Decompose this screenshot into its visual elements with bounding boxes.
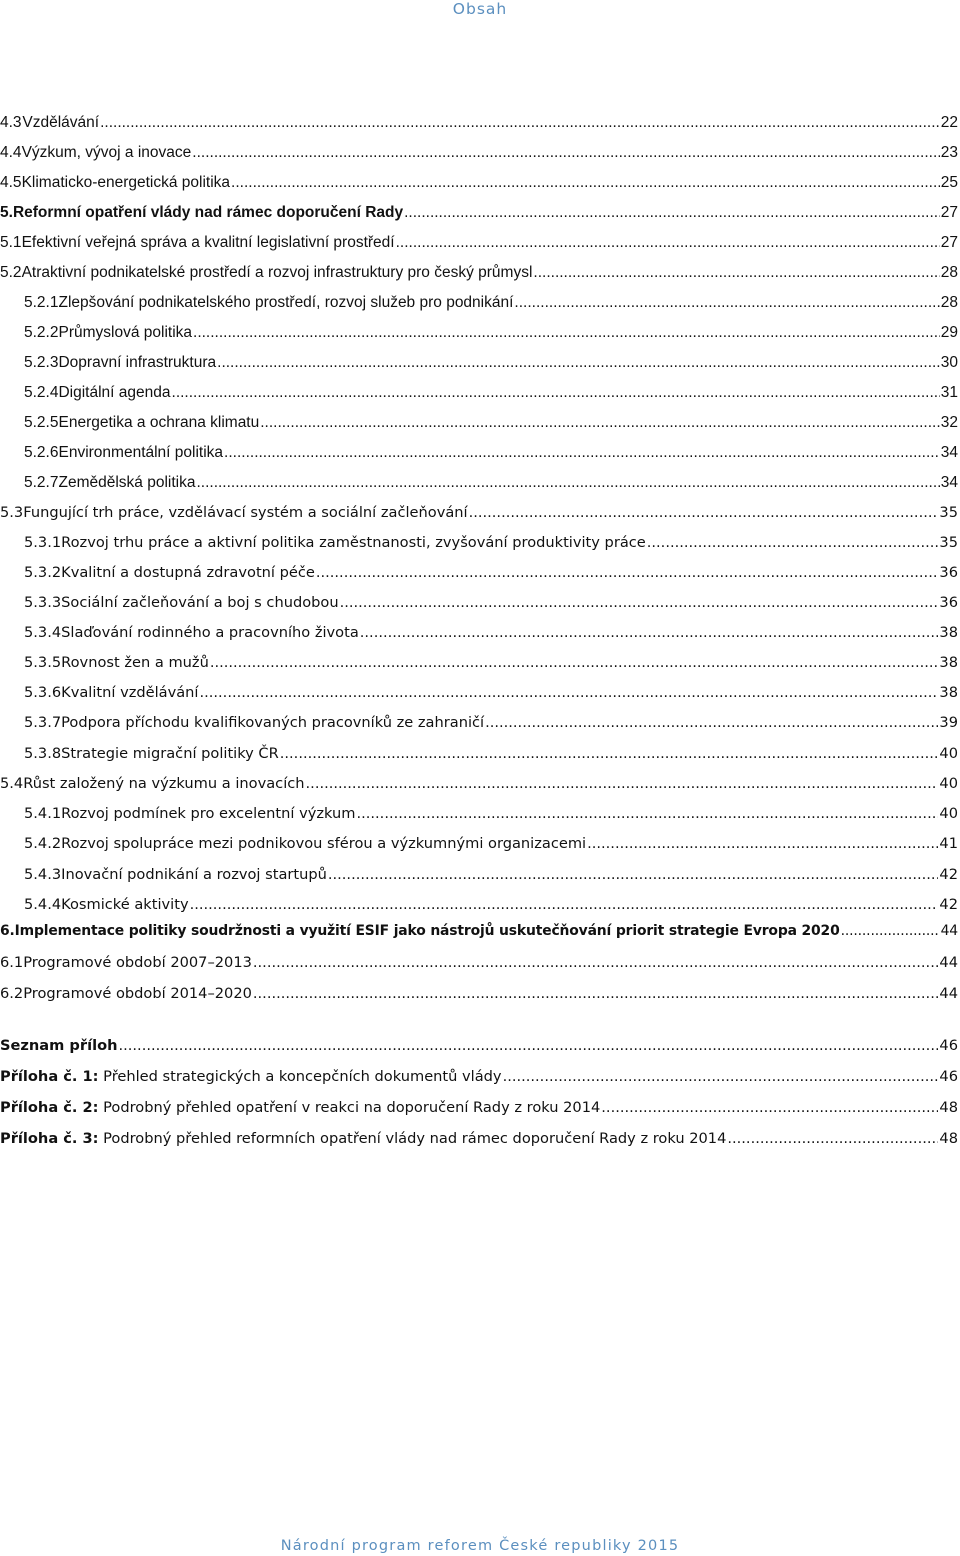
toc-label: Dopravní infrastruktura — [58, 354, 217, 371]
appendix-entry-1[interactable] — [0, 1067, 958, 1087]
toc-label: Fungující trh práce, vzdělávací systém a sociální začleňování — [23, 504, 468, 521]
toc-leader — [172, 383, 940, 403]
appendix-label: Podrobný přehled opatření v reakci na doporučení Rady z roku 2014 — [103, 1099, 601, 1116]
toc-label: Strategie migrační politiky ČR — [61, 745, 279, 762]
appendix-prefix: Příloha č. 3: — [0, 1130, 99, 1147]
toc-leader — [100, 113, 940, 133]
toc-entry-5-2-7[interactable] — [24, 473, 958, 493]
toc-leader — [841, 921, 940, 941]
toc-number: 5.2.5 — [24, 414, 59, 431]
toc-number: 5.2.1 — [24, 294, 59, 311]
toc-label: Vzdělávání — [22, 114, 100, 131]
toc-leader — [328, 865, 939, 885]
toc-entry-5-2-2[interactable] — [24, 323, 958, 343]
toc-page: 46 — [939, 1037, 958, 1054]
toc-label: Kvalitní vzdělávání — [61, 684, 199, 701]
toc-page: 34 — [940, 474, 958, 491]
toc-number: 5.2.3 — [24, 354, 59, 371]
toc-leader — [190, 895, 939, 915]
toc-entry-4-5[interactable] — [0, 173, 958, 193]
toc-page: 29 — [940, 324, 958, 341]
toc-label: Rozvoj spolupráce mezi podnikovou sférou a výzkumnými organizacemi — [61, 835, 587, 852]
appendix-prefix: Příloha č. 2: — [0, 1099, 99, 1116]
toc-page: 46 — [939, 1068, 958, 1085]
toc-page: 32 — [940, 414, 958, 431]
toc-leader — [280, 744, 939, 764]
toc-page: 44 — [939, 985, 958, 1002]
appendix-list-entry[interactable] — [0, 1036, 958, 1056]
toc-page: 31 — [940, 384, 958, 401]
toc-number: 5.2.7 — [24, 474, 59, 491]
toc-label: Efektivní veřejná správa a kvalitní legislativní prostředí — [21, 234, 395, 251]
toc-leader — [260, 413, 940, 433]
toc-number: 6.2 — [0, 985, 24, 1002]
toc-leader — [514, 293, 939, 313]
toc-page: 44 — [939, 954, 958, 971]
toc-label: Klimaticko-energetická politika — [21, 174, 231, 191]
toc-leader — [196, 473, 939, 493]
toc-entry-5-2-4[interactable] — [24, 383, 958, 403]
toc-label: Kosmické aktivity — [61, 896, 189, 913]
appendix-entry-2[interactable] — [0, 1098, 958, 1118]
toc-label: Implementace politiky soudržnosti a využití ESIF jako nástrojů uskutečňování priorit strategie Evropa 2020 — [14, 923, 840, 939]
toc-leader — [119, 1036, 939, 1056]
toc-leader — [360, 623, 939, 643]
toc-entry-5-3-7[interactable] — [24, 713, 958, 733]
toc-page: 25 — [940, 174, 958, 191]
toc-label: Atraktivní podnikatelské prostředí a rozvoj infrastruktury pro český průmysl — [21, 264, 533, 281]
toc-leader — [503, 1067, 939, 1087]
appendix-prefix: Příloha č. 1: — [0, 1068, 99, 1085]
toc-page: 36 — [939, 594, 958, 611]
toc-number: 5.2.2 — [24, 324, 59, 341]
toc-number: 5.3.1 — [24, 534, 62, 551]
toc-entry-5-2-5[interactable] — [24, 413, 958, 433]
toc-number: 5.2.4 — [24, 384, 59, 401]
toc-page: 27 — [940, 234, 958, 251]
toc-page: 28 — [940, 264, 958, 281]
toc-label: Sociální začleňování a boj s chudobou — [61, 594, 339, 611]
toc-page: 40 — [939, 775, 958, 792]
toc-entry-5-3-6[interactable] — [24, 683, 958, 703]
toc-page: 42 — [939, 866, 958, 883]
toc-page: 42 — [939, 896, 958, 913]
toc-entry-5-4[interactable] — [0, 774, 958, 794]
toc-entry-5-3-1[interactable] — [24, 533, 958, 553]
toc-number: 5.3.4 — [24, 624, 62, 641]
toc-entry-5-4-2[interactable] — [24, 834, 958, 854]
toc-page: 44 — [940, 923, 958, 939]
toc-entry-5[interactable] — [0, 203, 958, 223]
toc-leader — [647, 533, 939, 553]
toc-number: 6. — [0, 923, 15, 939]
toc-leader — [199, 683, 938, 703]
toc-leader — [193, 323, 940, 343]
toc-number: 5.4.3 — [24, 866, 62, 883]
toc-number: 5.3.6 — [24, 684, 62, 701]
toc-label: Programové období 2007–2013 — [23, 954, 252, 971]
toc-page: 28 — [940, 294, 958, 311]
toc-entry-6-1[interactable] — [0, 953, 958, 973]
toc-page: 27 — [940, 204, 958, 221]
appendix-label: Přehled strategických a koncepčních dokumentů vlády — [103, 1068, 502, 1085]
toc-entry-5-4-4[interactable] — [24, 895, 958, 915]
toc-leader — [601, 1098, 938, 1118]
toc-entry-5-3-2[interactable] — [24, 563, 958, 583]
toc-leader — [485, 713, 938, 733]
toc-leader — [231, 173, 940, 193]
toc-page: 48 — [939, 1130, 958, 1147]
toc-entry-5-3-5[interactable] — [24, 653, 958, 673]
toc-leader — [253, 953, 939, 973]
toc-leader — [404, 203, 940, 223]
toc-entry-4-3[interactable] — [0, 113, 958, 133]
toc-page: 38 — [939, 684, 958, 701]
toc-entry-4-4[interactable] — [0, 143, 958, 163]
toc-label: Reformní opatření vlády nad rámec doporučení Rady — [12, 204, 404, 221]
toc-label: Rozvoj trhu práce a aktivní politika zaměstnanosti, zvyšování produktivity práce — [61, 534, 646, 551]
toc-leader — [224, 443, 940, 463]
toc-entry-5-3-8[interactable] — [24, 744, 958, 764]
toc-leader — [306, 774, 939, 794]
toc-label: Environmentální politika — [58, 444, 224, 461]
toc-entry-5-3-3[interactable] — [24, 593, 958, 613]
toc-page: 40 — [939, 745, 958, 762]
toc-entry-5-2-3[interactable] — [24, 353, 958, 373]
appendix-heading: Seznam příloh — [0, 1037, 118, 1054]
page-header: Obsah — [452, 0, 508, 18]
toc-leader — [396, 233, 940, 253]
toc-leader — [356, 804, 938, 824]
toc-label: Slaďování rodinného a pracovního života — [61, 624, 359, 641]
toc-page: 39 — [939, 714, 958, 731]
toc-page: 35 — [939, 504, 958, 521]
toc-number: 5.4.4 — [24, 896, 62, 913]
toc-leader — [340, 593, 939, 613]
toc-number: 5.3.8 — [24, 745, 62, 762]
toc-entry-5-4-3[interactable] — [24, 865, 958, 885]
toc-label: Programové období 2014–2020 — [23, 985, 252, 1002]
toc-page: 41 — [939, 835, 958, 852]
toc-label: Rovnost žen a mužů — [61, 654, 209, 671]
toc-entry-5-2[interactable] — [0, 263, 958, 283]
toc-number: 5.3.7 — [24, 714, 62, 731]
toc-number: 5.1 — [0, 234, 22, 251]
toc-entry-5-2-6[interactable] — [24, 443, 958, 463]
toc-page: 22 — [940, 114, 958, 131]
toc-page: 48 — [939, 1099, 958, 1116]
toc-label: Zlepšování podnikatelského prostředí, rozvoj služeb pro podnikání — [58, 294, 514, 311]
toc-entry-5-2-1[interactable] — [24, 293, 958, 313]
toc-number: 5.4.1 — [24, 805, 62, 822]
toc-label: Průmyslová politika — [58, 324, 193, 341]
toc-leader — [469, 503, 939, 523]
toc-label: Inovační podnikání a rozvoj startupů — [61, 866, 327, 883]
toc-number: 5.4 — [0, 775, 24, 792]
appendix-label: Podrobný přehled reformních opatření vlády nad rámec doporučení Rady z roku 2014 — [103, 1130, 727, 1147]
toc-number: 5.2.6 — [24, 444, 59, 461]
toc-label: Výzkum, vývoj a inovace — [21, 144, 192, 161]
toc-page: 36 — [939, 564, 958, 581]
toc-page: 35 — [939, 534, 958, 551]
toc-entry-6-2[interactable] — [0, 984, 958, 1004]
toc-number: 5.2 — [0, 264, 22, 281]
toc-label: Růst založený na výzkumu a inovacích — [23, 775, 305, 792]
toc-number: 5.3.5 — [24, 654, 62, 671]
toc-page: 23 — [940, 144, 958, 161]
toc-entry-5-1[interactable] — [0, 233, 958, 253]
toc-leader — [727, 1129, 938, 1149]
toc-number: 5.3.2 — [24, 564, 62, 581]
toc-leader — [316, 563, 939, 583]
toc-number: 5. — [0, 204, 13, 221]
toc-entry-5-4-1[interactable] — [24, 804, 958, 824]
toc-leader — [192, 143, 939, 163]
toc-number: 4.4 — [0, 144, 22, 161]
toc-page: 34 — [940, 444, 958, 461]
toc-page: 38 — [939, 624, 958, 641]
toc-number: 5.3.3 — [24, 594, 62, 611]
toc-number: 5.3 — [0, 504, 24, 521]
toc-leader — [533, 263, 939, 283]
toc-number: 4.3 — [0, 114, 22, 131]
toc-label: Energetika a ochrana klimatu — [58, 414, 260, 431]
toc-page: 40 — [939, 805, 958, 822]
toc-label: Podpora příchodu kvalifikovaných pracovníků ze zahraničí — [61, 714, 485, 731]
toc-leader — [210, 653, 939, 673]
toc-label: Digitální agenda — [58, 384, 171, 401]
toc-label: Kvalitní a dostupná zdravotní péče — [61, 564, 315, 581]
toc-leader — [253, 984, 939, 1004]
page-footer: Národní program reforem České republiky 2015 — [280, 1538, 680, 1554]
toc-page: 38 — [939, 654, 958, 671]
toc-page: 30 — [940, 354, 958, 371]
toc-entry-6[interactable] — [0, 921, 958, 941]
toc-leader — [587, 834, 938, 854]
toc-entry-5-3[interactable] — [0, 503, 958, 523]
toc-label: Rozvoj podmínek pro excelentní výzkum — [61, 805, 356, 822]
toc-number: 4.5 — [0, 174, 22, 191]
toc-leader — [217, 353, 940, 373]
toc-number: 5.4.2 — [24, 835, 62, 852]
toc-number: 6.1 — [0, 954, 24, 971]
toc-entry-5-3-4[interactable] — [24, 623, 958, 643]
appendix-entry-3[interactable] — [0, 1129, 958, 1149]
toc-label: Zemědělská politika — [58, 474, 196, 491]
